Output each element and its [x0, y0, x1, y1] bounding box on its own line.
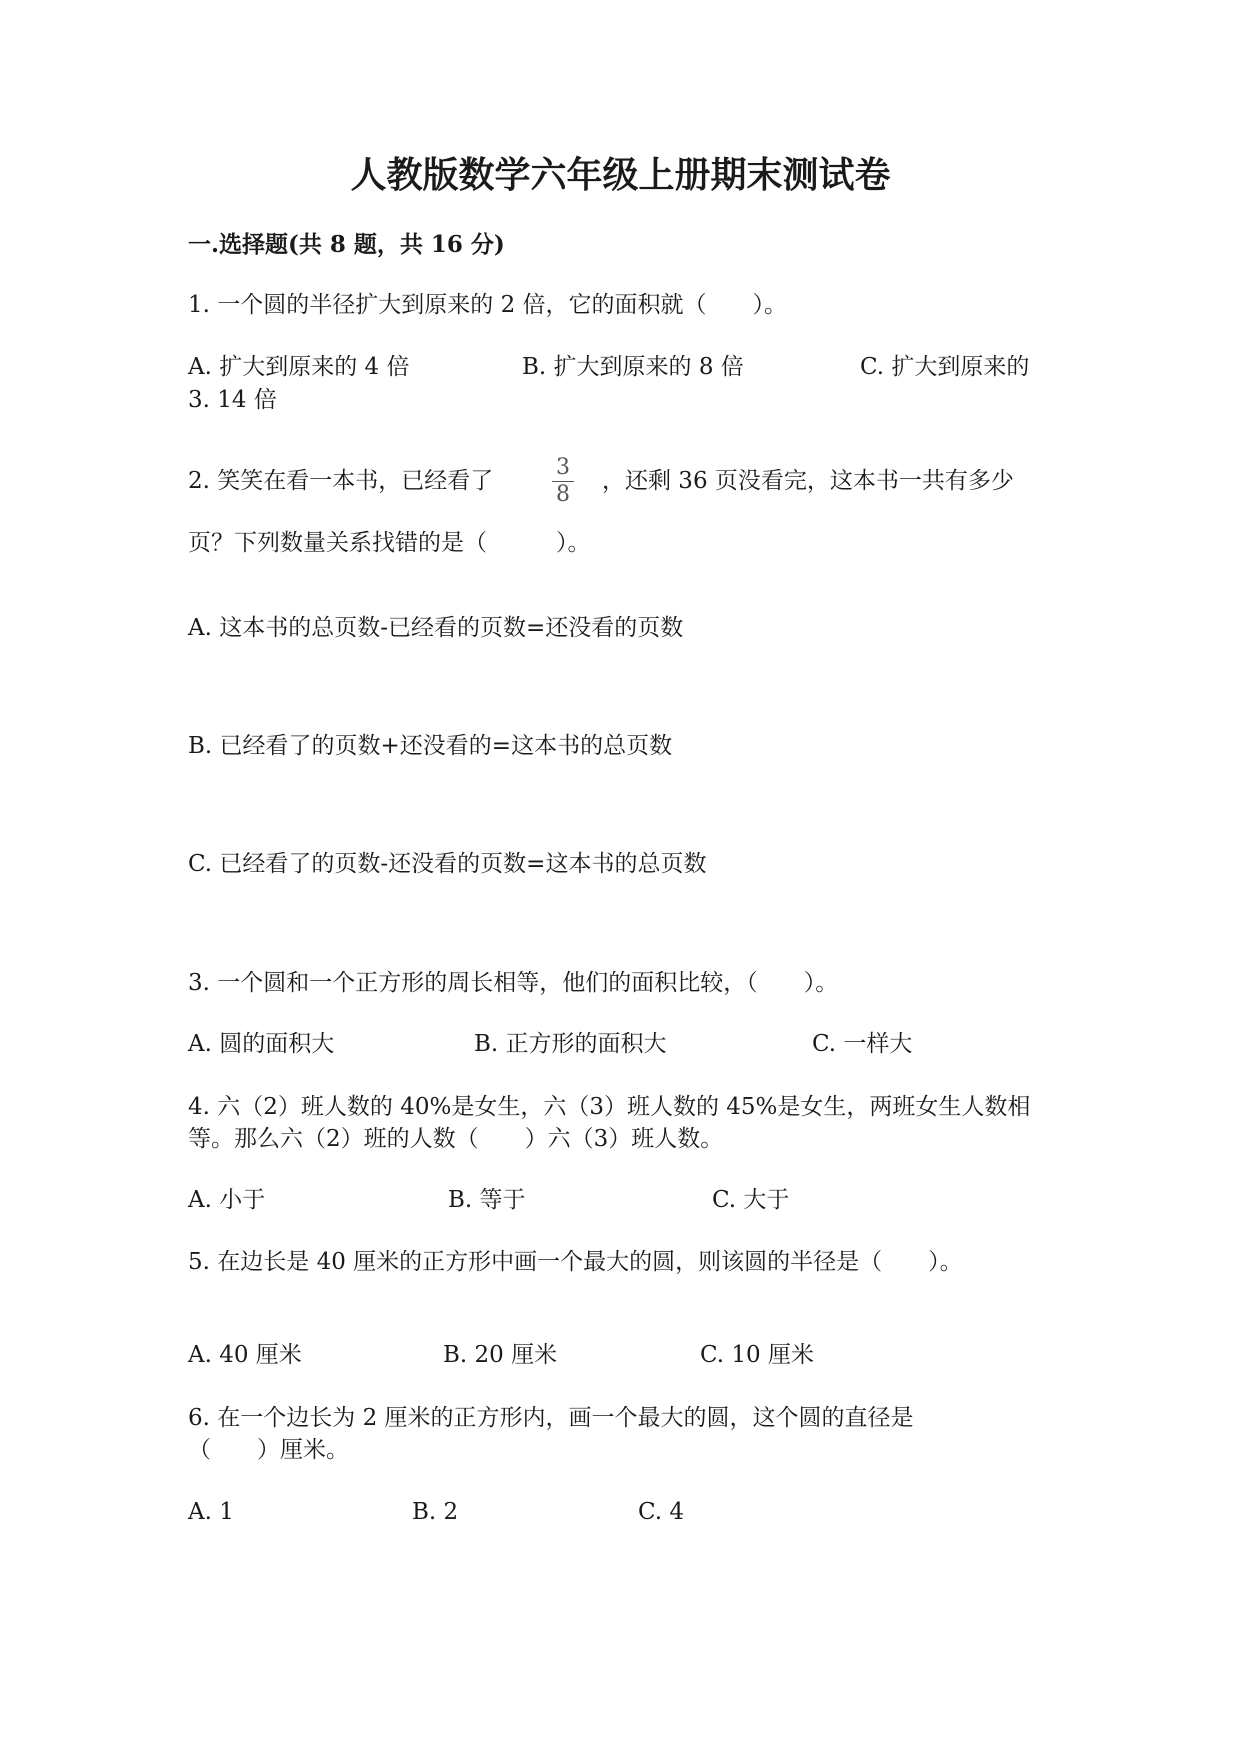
question-3-option-c[interactable]: C. 一样大 [812, 1031, 913, 1057]
question-2-option-c[interactable]: C. 已经看了的页数-还没看的页数=这本书的总页数 [188, 851, 707, 877]
question-5-text: 5. 在边长是 40 厘米的正方形中画一个最大的圆，则该圆的半径是（ ）。 [188, 1249, 963, 1275]
question-5-option-c[interactable]: C. 10 厘米 [700, 1342, 814, 1368]
question-1-option-a[interactable]: A. 扩大到原来的 4 倍 [188, 354, 410, 380]
question-5-option-b[interactable]: B. 20 厘米 [443, 1342, 558, 1368]
question-3-option-b[interactable]: B. 正方形的面积大 [474, 1031, 667, 1057]
question-6-option-c[interactable]: C. 4 [638, 1499, 685, 1525]
question-6-text-line2: （ ）厘米。 [188, 1437, 349, 1463]
question-2-text-line1-end: ，还剩 36 页没看完，这本书一共有多少 [602, 468, 1014, 494]
question-5-option-a[interactable]: A. 40 厘米 [188, 1342, 302, 1368]
fraction-denominator: 8 [556, 482, 570, 507]
question-3-option-a[interactable]: A. 圆的面积大 [188, 1031, 335, 1057]
question-6-option-b[interactable]: B. 2 [412, 1499, 459, 1525]
question-2-text-line1-start: 2. 笑笑在看一本书，已经看了 [188, 468, 494, 494]
question-4-option-b[interactable]: B. 等于 [448, 1187, 526, 1213]
fraction-numerator: 3 [556, 455, 570, 480]
question-1-option-c-continued: 3. 14 倍 [188, 387, 277, 413]
question-4-text-line1: 4. 六（2）班人数的 40%是女生，六（3）班人数的 45%是女生，两班女生人数相 [188, 1094, 1031, 1120]
question-3-text: 3. 一个圆和一个正方形的周长相等，他们的面积比较，（ ）。 [188, 970, 839, 996]
question-4-text-line2: 等。那么六（2）班的人数（ ）六（3）班人数。 [188, 1126, 724, 1152]
question-4-option-a[interactable]: A. 小于 [188, 1187, 266, 1213]
question-1-text: 1. 一个圆的半径扩大到原来的 2 倍，它的面积就（ ）。 [188, 292, 788, 318]
question-2-option-a[interactable]: A. 这本书的总页数-已经看的页数=还没看的页数 [188, 615, 684, 641]
question-2-option-b[interactable]: B. 已经看了的页数+还没看的=这本书的总页数 [188, 733, 673, 759]
section-heading: 一.选择题(共 8 题，共 16 分) [188, 231, 505, 258]
page-title: 人教版数学六年级上册期末测试卷 [350, 154, 891, 196]
question-6-option-a[interactable]: A. 1 [188, 1499, 234, 1525]
question-6-text-line1: 6. 在一个边长为 2 厘米的正方形内，画一个最大的圆，这个圆的直径是 [188, 1405, 914, 1431]
question-1-option-b[interactable]: B. 扩大到原来的 8 倍 [522, 354, 744, 380]
question-1-option-c[interactable]: C. 扩大到原来的 [860, 354, 1030, 380]
question-2-text-line2: 页？下列数量关系找错的是（ ）。 [188, 530, 591, 556]
fraction-three-eighths [548, 456, 578, 507]
question-4-option-c[interactable]: C. 大于 [712, 1187, 790, 1213]
